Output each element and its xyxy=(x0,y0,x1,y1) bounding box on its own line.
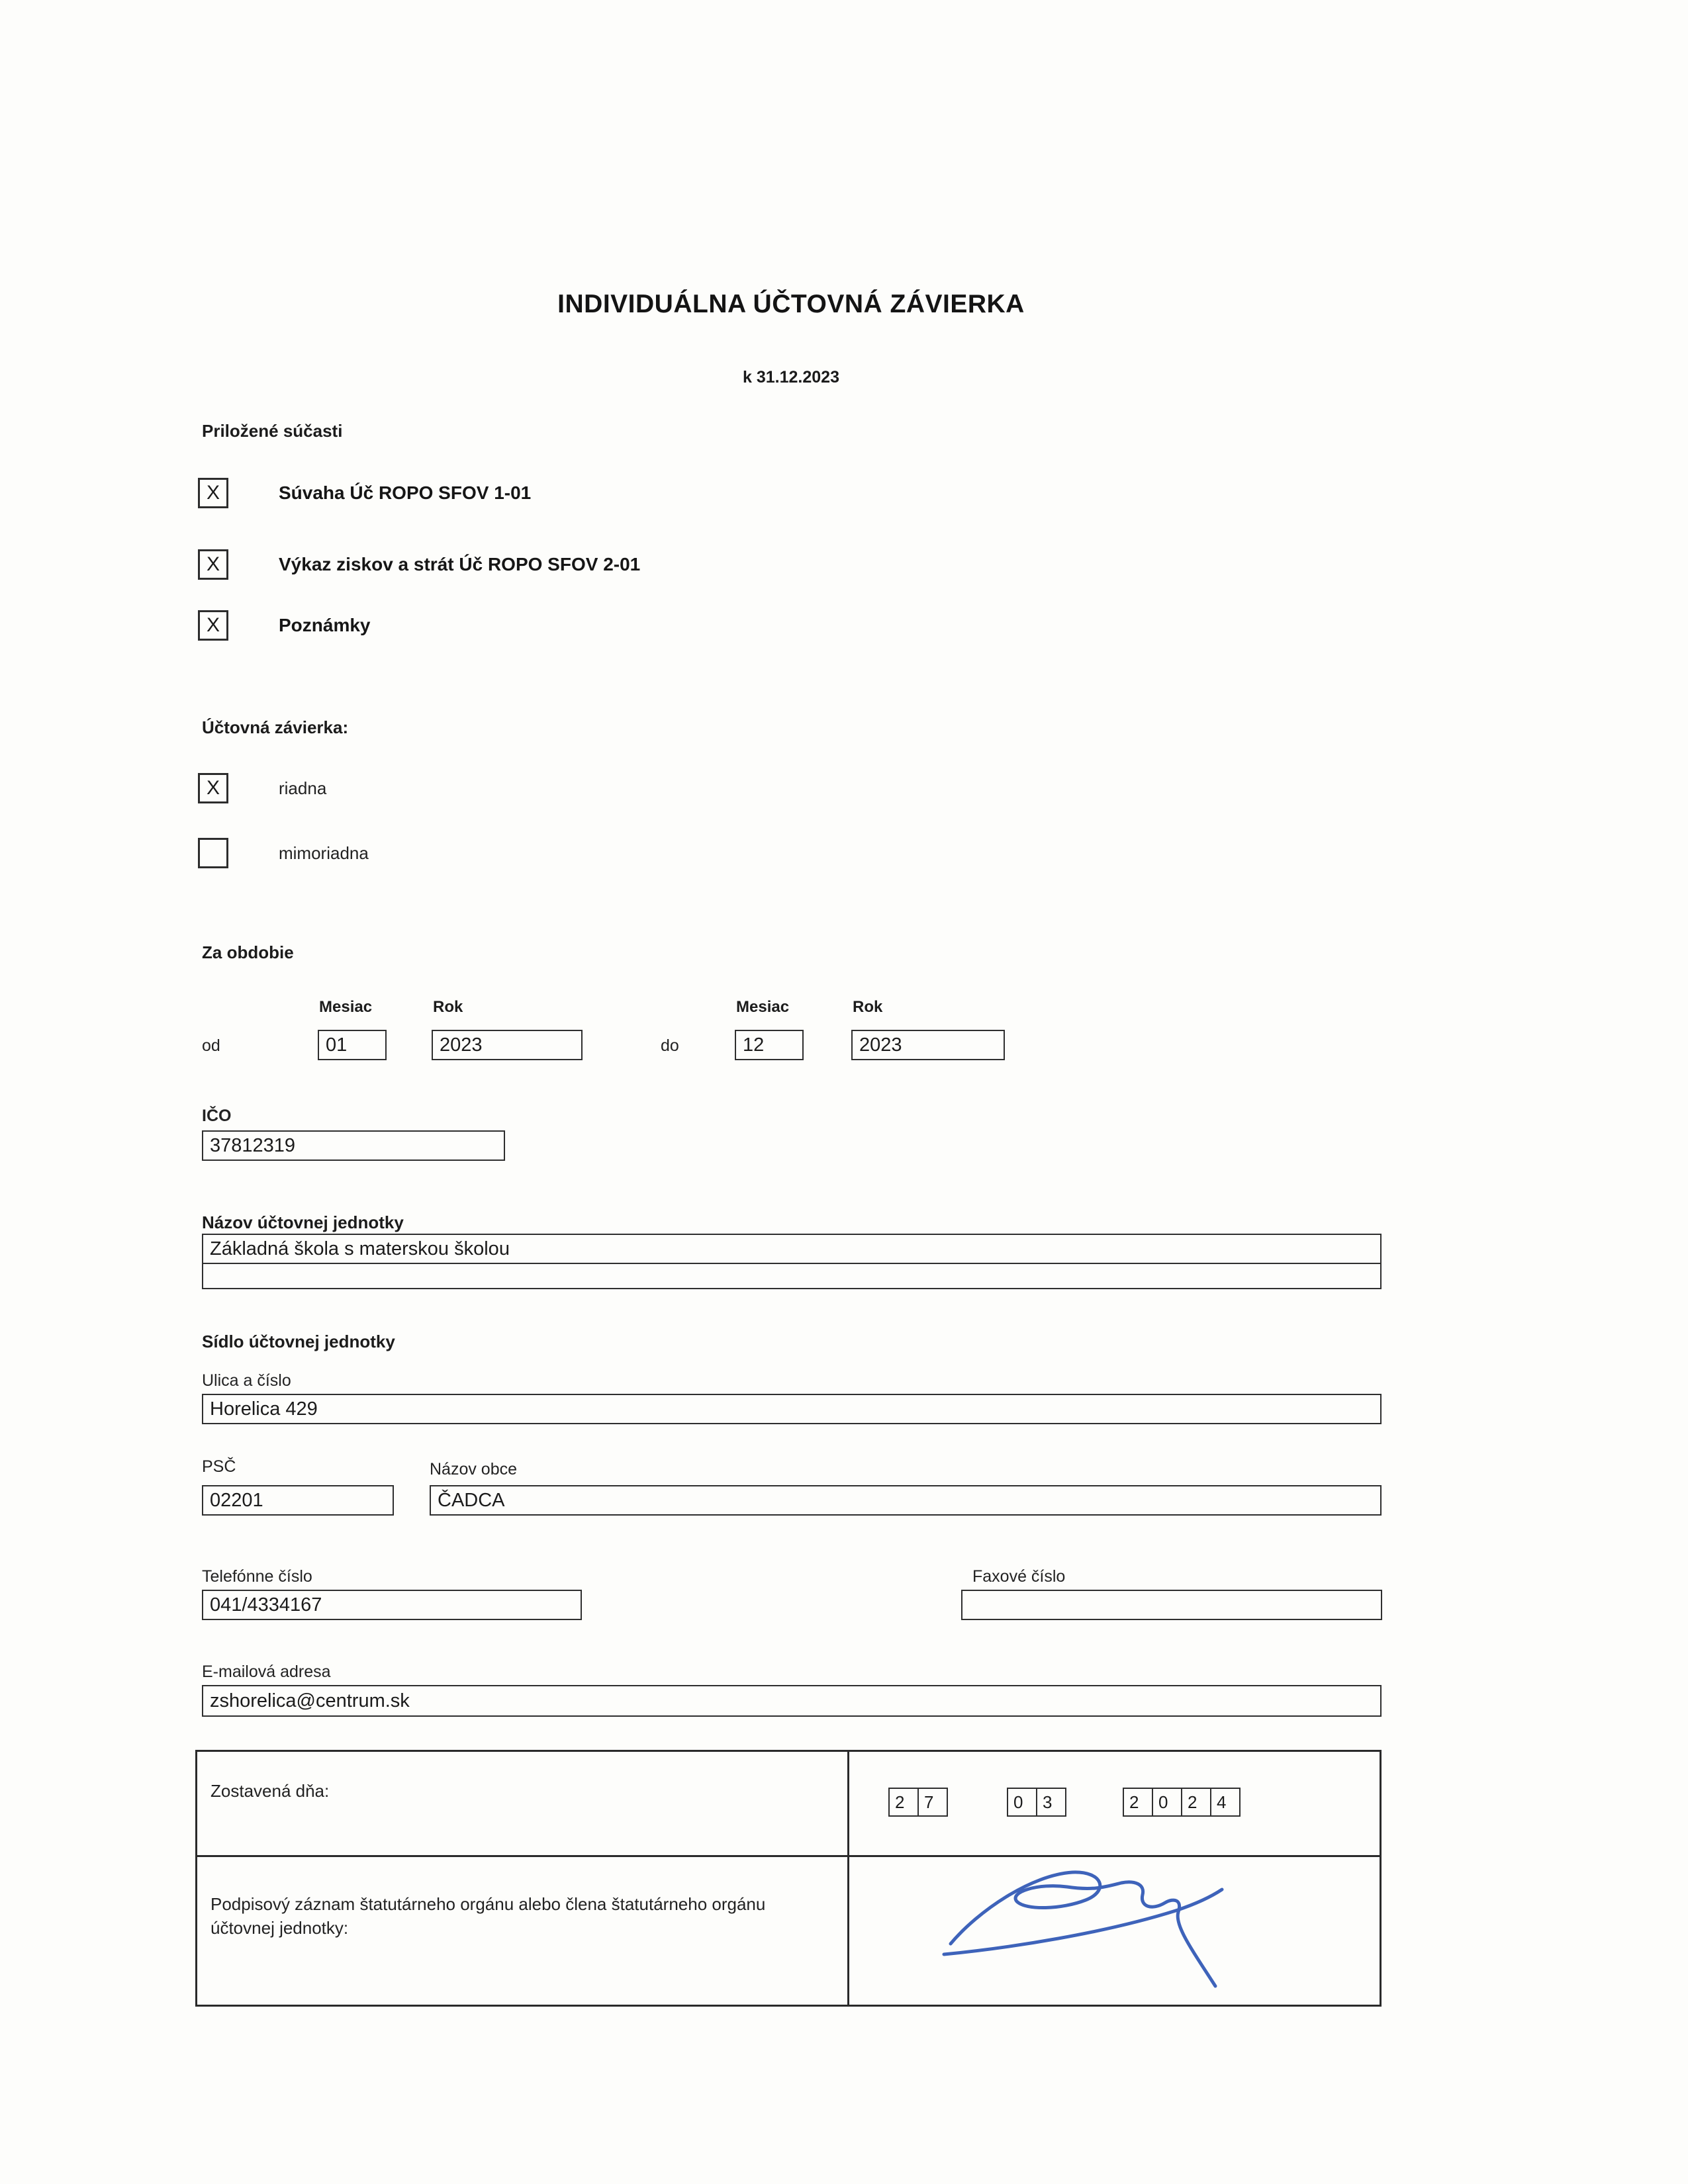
checkbox-poznamky xyxy=(198,610,228,641)
address-heading: Sídlo účtovnej jednotky xyxy=(202,1332,395,1351)
period-to-year-label: Rok xyxy=(853,998,883,1016)
entity-name-label: Názov účtovnej jednotky xyxy=(202,1212,404,1232)
attachments-heading: Priložené súčasti xyxy=(202,421,343,441)
date-digit: 7 xyxy=(917,1788,948,1817)
phone-label: Telefónne číslo xyxy=(202,1567,312,1586)
entity-name-field-line2 xyxy=(202,1263,1382,1289)
date-digit: 2 xyxy=(888,1788,919,1817)
checkbox-suvaha xyxy=(198,478,228,508)
period-heading: Za obdobie xyxy=(202,942,294,962)
compiled-date-label: Zostavená dňa: xyxy=(211,1781,330,1801)
street-field: Horelica 429 xyxy=(202,1394,1382,1424)
table-column-divider xyxy=(847,1752,849,2005)
page-subtitle: k 31.12.2023 xyxy=(743,368,839,387)
statement-type-heading: Účtovná závierka: xyxy=(202,717,349,737)
statement-type-row xyxy=(198,773,326,803)
email-field: zshorelica@centrum.sk xyxy=(202,1685,1382,1717)
statement-type-label: riadna xyxy=(279,778,327,798)
entity-name-field: Základná škola s materskou školou xyxy=(202,1234,1382,1264)
signature xyxy=(932,1850,1250,2006)
attachment-row xyxy=(198,610,371,641)
phone-field: 041/4334167 xyxy=(202,1590,582,1620)
checkbox-mimoriadna xyxy=(198,838,228,868)
signature-icon xyxy=(932,1850,1250,2006)
checkbox-vykaz xyxy=(198,549,228,580)
period-to-label: do xyxy=(661,1036,679,1055)
email-label: E-mailová adresa xyxy=(202,1662,331,1681)
ico-label: IČO xyxy=(202,1107,232,1125)
page-title: INDIVIDUÁLNA ÚČTOVNÁ ZÁVIERKA xyxy=(557,290,1025,318)
fax-label: Faxové číslo xyxy=(972,1567,1066,1586)
date-day-boxes xyxy=(888,1788,948,1817)
date-digit: 0 xyxy=(1007,1788,1037,1817)
attachment-label: Poznámky xyxy=(279,615,371,635)
checkbox-mark: X xyxy=(206,777,220,799)
date-digit: 4 xyxy=(1210,1788,1241,1817)
ico-field: 37812319 xyxy=(202,1130,505,1161)
checkbox-mark: X xyxy=(206,482,220,504)
attachment-label: Výkaz ziskov a strát Úč ROPO SFOV 2-01 xyxy=(279,554,641,574)
city-label: Názov obce xyxy=(430,1460,518,1479)
date-month-boxes xyxy=(1007,1788,1066,1817)
date-year-boxes xyxy=(1123,1788,1241,1817)
attachment-row xyxy=(198,549,640,580)
checkbox-mark: X xyxy=(206,614,220,636)
zip-label: PSČ xyxy=(202,1457,236,1476)
statement-type-row xyxy=(198,838,369,868)
checkbox-riadna xyxy=(198,773,228,803)
date-digit: 3 xyxy=(1036,1788,1066,1817)
date-digit: 2 xyxy=(1181,1788,1211,1817)
fax-field xyxy=(961,1590,1382,1620)
period-to-month-field: 12 xyxy=(735,1030,804,1060)
attachment-label: Súvaha Úč ROPO SFOV 1-01 xyxy=(279,482,532,503)
street-label: Ulica a číslo xyxy=(202,1371,291,1390)
city-field: ČADCA xyxy=(430,1485,1382,1516)
statement-type-label: mimoriadna xyxy=(279,842,369,863)
period-to-month-label: Mesiac xyxy=(736,998,790,1016)
period-to-year-field: 2023 xyxy=(851,1030,1005,1060)
footer-table xyxy=(195,1750,1382,2007)
signature-label: Podpisový záznam štatutárneho orgánu alebo člena štatutárneho orgánu účtovnej jednotky: xyxy=(211,1894,766,1938)
period-from-month-label: Mesiac xyxy=(319,998,373,1016)
period-from-year-label: Rok xyxy=(433,998,463,1016)
zip-field: 02201 xyxy=(202,1485,394,1516)
attachment-row xyxy=(198,478,531,508)
date-digit: 0 xyxy=(1152,1788,1182,1817)
date-digit: 2 xyxy=(1123,1788,1153,1817)
period-from-year-field: 2023 xyxy=(432,1030,583,1060)
period-from-month-field: 01 xyxy=(318,1030,387,1060)
period-from-label: od xyxy=(202,1036,220,1055)
checkbox-mark: X xyxy=(206,553,220,575)
